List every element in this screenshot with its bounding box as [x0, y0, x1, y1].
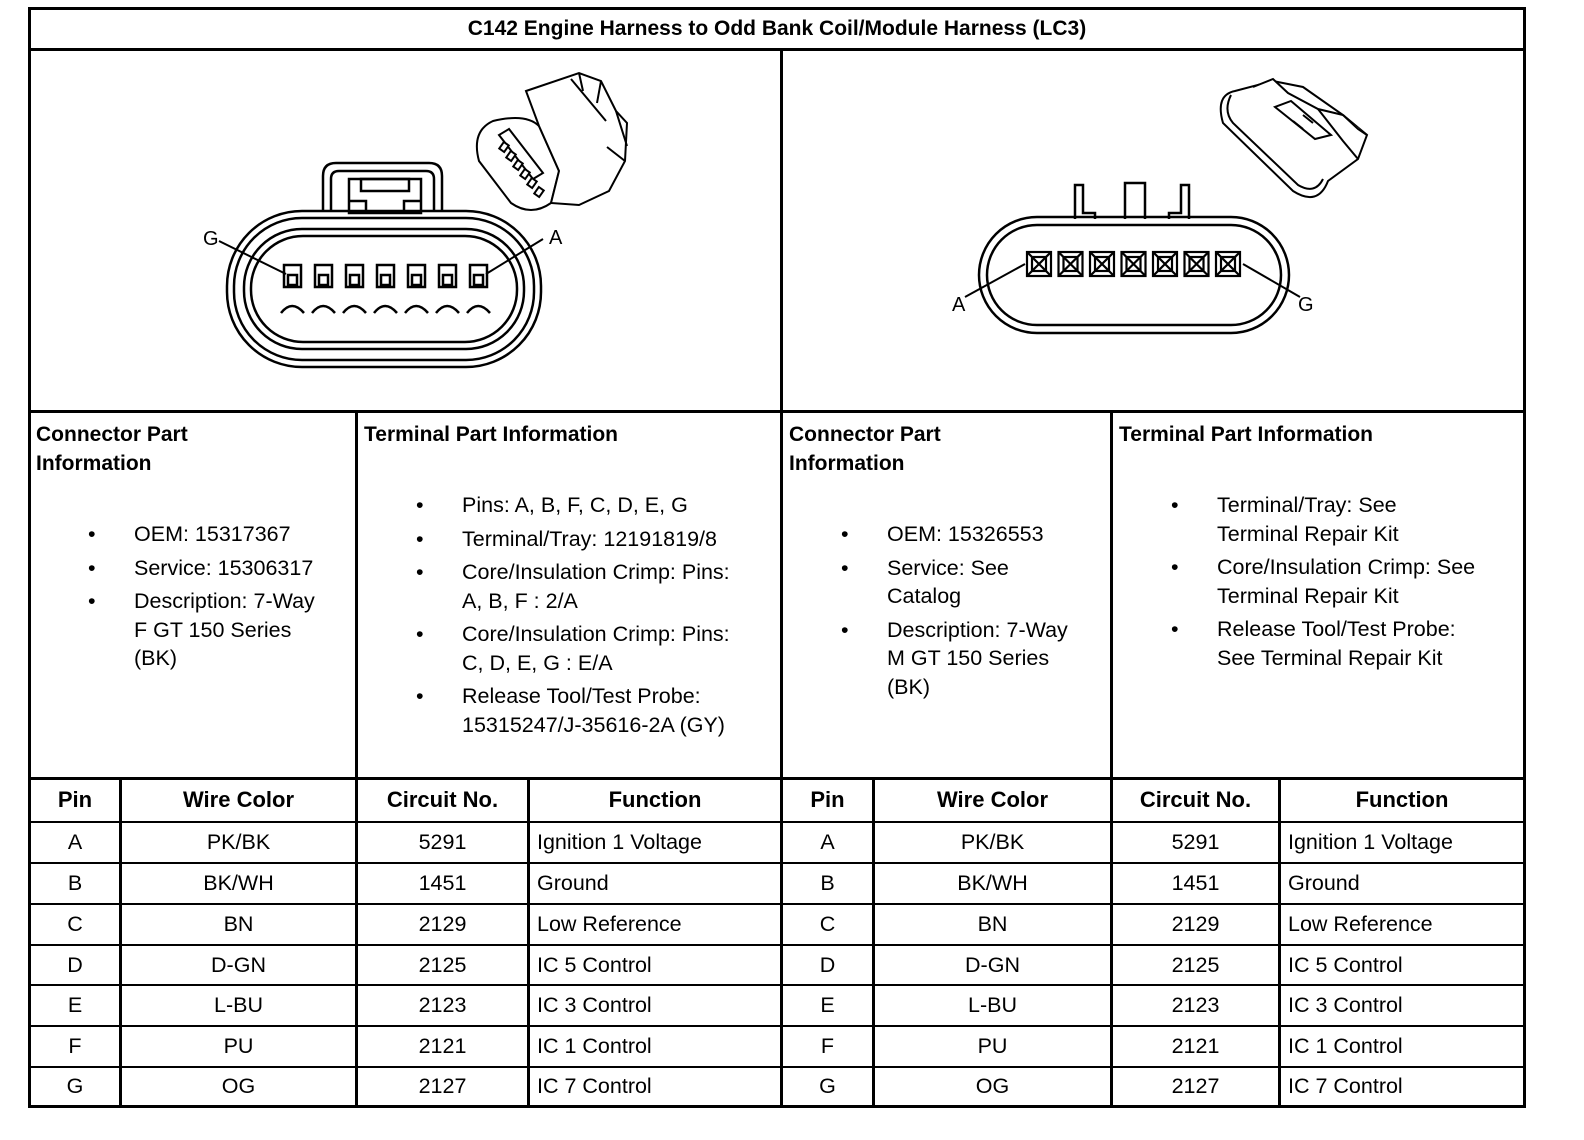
table-header-function: Function: [608, 787, 702, 812]
table-cell-function: Ignition 1 Voltage: [537, 830, 702, 854]
list-item: • Core/Insulation Crimp: See Terminal Repair Kit: [1171, 555, 1476, 608]
table-cell-pin: D: [819, 952, 836, 977]
terminal-info-list: [1119, 491, 1521, 672]
table-cell-wire-color: BN: [223, 912, 254, 936]
table-cell-function: Ground: [1288, 871, 1360, 895]
table-cell-function: IC 5 Control: [1288, 952, 1403, 977]
list-item: • Terminal/Tray: 12191819/8: [416, 526, 717, 551]
pin-terminal: [381, 275, 390, 285]
table-header-pin: Pin: [57, 787, 93, 812]
connector-info-list: [36, 520, 354, 673]
table-cell-circuit-number: 2123: [418, 993, 467, 1017]
right-connector-info: [789, 420, 1107, 701]
table-cell-function: IC 7 Control: [537, 1074, 652, 1098]
table-cell-pin: F: [820, 1034, 835, 1058]
table-cell-function: Low Reference: [1288, 912, 1433, 936]
table-cell-circuit-number: 2127: [1171, 1074, 1220, 1098]
table-cell-pin: G: [66, 1074, 84, 1098]
table-cell-function: IC 1 Control: [1288, 1034, 1403, 1058]
table-cell-pin: E: [67, 993, 83, 1017]
pin-terminal: [443, 275, 452, 285]
table-cell-circuit-number: 2129: [1171, 912, 1220, 936]
table-cell-pin: B: [67, 871, 83, 895]
terminal-info-heading: Terminal Part Information: [1119, 423, 1373, 446]
table-cell-wire-color: PU: [977, 1034, 1008, 1058]
male-connector-3d-icon: [1221, 79, 1367, 197]
list-item: • OEM: 15326553: [841, 522, 1044, 546]
pin-terminal: [474, 275, 483, 285]
table-cell-wire-color: BK/WH: [957, 871, 1028, 895]
pin-terminal: [1216, 252, 1240, 276]
table-cell-wire-color: D-GN: [965, 952, 1020, 977]
table-cell-circuit-number: 2125: [418, 952, 467, 977]
left-connector-info: [36, 420, 354, 673]
table-cell-wire-color: L-BU: [214, 993, 263, 1017]
table-cell-circuit-number: 2123: [1171, 993, 1220, 1017]
divider: [31, 410, 1523, 413]
terminal-info-heading: Terminal Part Information: [364, 423, 618, 446]
pin-label-a: A: [549, 227, 563, 249]
table-cell-wire-color: PK/BK: [960, 830, 1025, 854]
table-cell-wire-color: OG: [221, 1074, 256, 1098]
table-cell-function: Low Reference: [537, 912, 682, 936]
table-cell-function: Ground: [537, 871, 609, 895]
connector-info-list: [789, 520, 1107, 701]
list-item: • Core/Insulation Crimp: Pins: C, D, E, G : E/A: [416, 622, 730, 675]
table-cell-circuit-number: 1451: [1171, 871, 1220, 895]
female-connector-3d-icon: [477, 73, 627, 210]
list-item: • Service: 15306317: [88, 555, 314, 580]
female-connector-illustration: [31, 51, 780, 410]
table-cell-circuit-number: 2125: [1171, 952, 1220, 977]
table-cell-pin: F: [68, 1034, 82, 1058]
pin-key: [405, 306, 428, 313]
table-cell-circuit-number: 2121: [1171, 1034, 1220, 1058]
list-item: • Description: 7-Way M GT 150 Series (BK): [841, 617, 1068, 699]
table-cell-circuit-number: 5291: [418, 830, 467, 854]
table-header-pin: Pin: [810, 787, 845, 812]
pin-terminal: [1090, 252, 1114, 276]
table-cell-function: IC 1 Control: [537, 1034, 652, 1058]
connector-info-heading: Connector Part Information: [36, 423, 188, 475]
pin-key: [281, 306, 304, 313]
table-cell-pin: A: [67, 830, 83, 854]
table-cell-function: Ignition 1 Voltage: [1288, 830, 1453, 854]
pin-label-g: G: [203, 228, 219, 250]
table-cell-circuit-number: 1451: [418, 871, 467, 895]
terminal-info-list: [364, 491, 778, 739]
pin-terminal: [1185, 252, 1209, 276]
list-item: • Pins: A, B, F, C, D, E, G: [416, 493, 688, 517]
pin-key: [343, 306, 366, 313]
pin-terminal: [288, 275, 297, 285]
table-cell-circuit-number: 5291: [1171, 830, 1220, 854]
right-terminal-info: [1119, 420, 1521, 672]
table-cell-circuit-number: 2127: [418, 1074, 467, 1098]
table-header-function: Function: [1355, 787, 1449, 812]
pin-key: [467, 306, 490, 313]
table-cell-pin: E: [820, 993, 835, 1017]
table-cell-pin: A: [820, 830, 835, 854]
table-cell-wire-color: BN: [977, 912, 1008, 936]
pin-terminal: [1153, 252, 1177, 276]
table-cell-function: IC 3 Control: [537, 993, 652, 1017]
list-item: • Service: See Catalog: [841, 555, 1009, 608]
table-cell-wire-color: BK/WH: [203, 871, 274, 895]
list-item: • Description: 7-Way F GT 150 Series (BK): [88, 589, 315, 670]
table-cell-wire-color: L-BU: [968, 993, 1017, 1017]
pin-terminal: [1027, 252, 1051, 276]
table-header-circuit-number: Circuit No.: [386, 787, 499, 812]
table-cell-function: IC 3 Control: [1288, 993, 1403, 1017]
table-cell-circuit-number: 2121: [418, 1034, 467, 1058]
pin-key: [374, 306, 397, 313]
pin-terminal: [412, 275, 421, 285]
connector-info-heading: Connector Part Information: [789, 423, 941, 475]
pin-label-a: A: [952, 294, 966, 316]
pin-terminal: [350, 275, 359, 285]
table-cell-function: IC 7 Control: [1288, 1074, 1403, 1098]
pin-terminal: [319, 275, 328, 285]
pin-key: [436, 306, 459, 313]
table-cell-pin: D: [67, 952, 83, 977]
male-connector-illustration: [783, 51, 1523, 410]
table-cell-pin: C: [819, 912, 836, 936]
table-cell-function: IC 5 Control: [537, 952, 652, 977]
pin-terminal: [1059, 252, 1083, 276]
list-item: • Core/Insulation Crimp: Pins: A, B, F : 2/A: [416, 560, 730, 613]
list-item: • OEM: 15317367: [88, 522, 291, 546]
pin-label-g: G: [1298, 294, 1314, 316]
table-cell-wire-color: OG: [975, 1074, 1010, 1098]
table-cell-pin: C: [67, 912, 83, 936]
table-cell-pin: G: [819, 1074, 836, 1098]
list-item: • Release Tool/Test Probe: See Terminal Repair Kit: [1171, 617, 1456, 670]
table-cell-wire-color: PU: [223, 1034, 254, 1058]
pin-key: [312, 306, 335, 313]
table-cell-wire-color: PK/BK: [206, 830, 271, 854]
table-cell-circuit-number: 2129: [418, 912, 467, 936]
table-header-wire-color: Wire Color: [936, 787, 1049, 812]
table-header-wire-color: Wire Color: [182, 787, 295, 812]
pin-terminal: [1122, 252, 1146, 276]
table-cell-wire-color: D-GN: [211, 952, 266, 977]
page-title: C142 Engine Harness to Odd Bank Coil/Module Harness (LC3): [467, 17, 1087, 40]
list-item: • Release Tool/Test Probe: 15315247/J-35616-2A (GY): [416, 684, 725, 737]
table-header-circuit-number: Circuit No.: [1139, 787, 1252, 812]
table-cell-pin: B: [820, 871, 835, 895]
left-terminal-info: [364, 420, 778, 739]
list-item: • Terminal/Tray: See Terminal Repair Kit: [1171, 493, 1399, 546]
